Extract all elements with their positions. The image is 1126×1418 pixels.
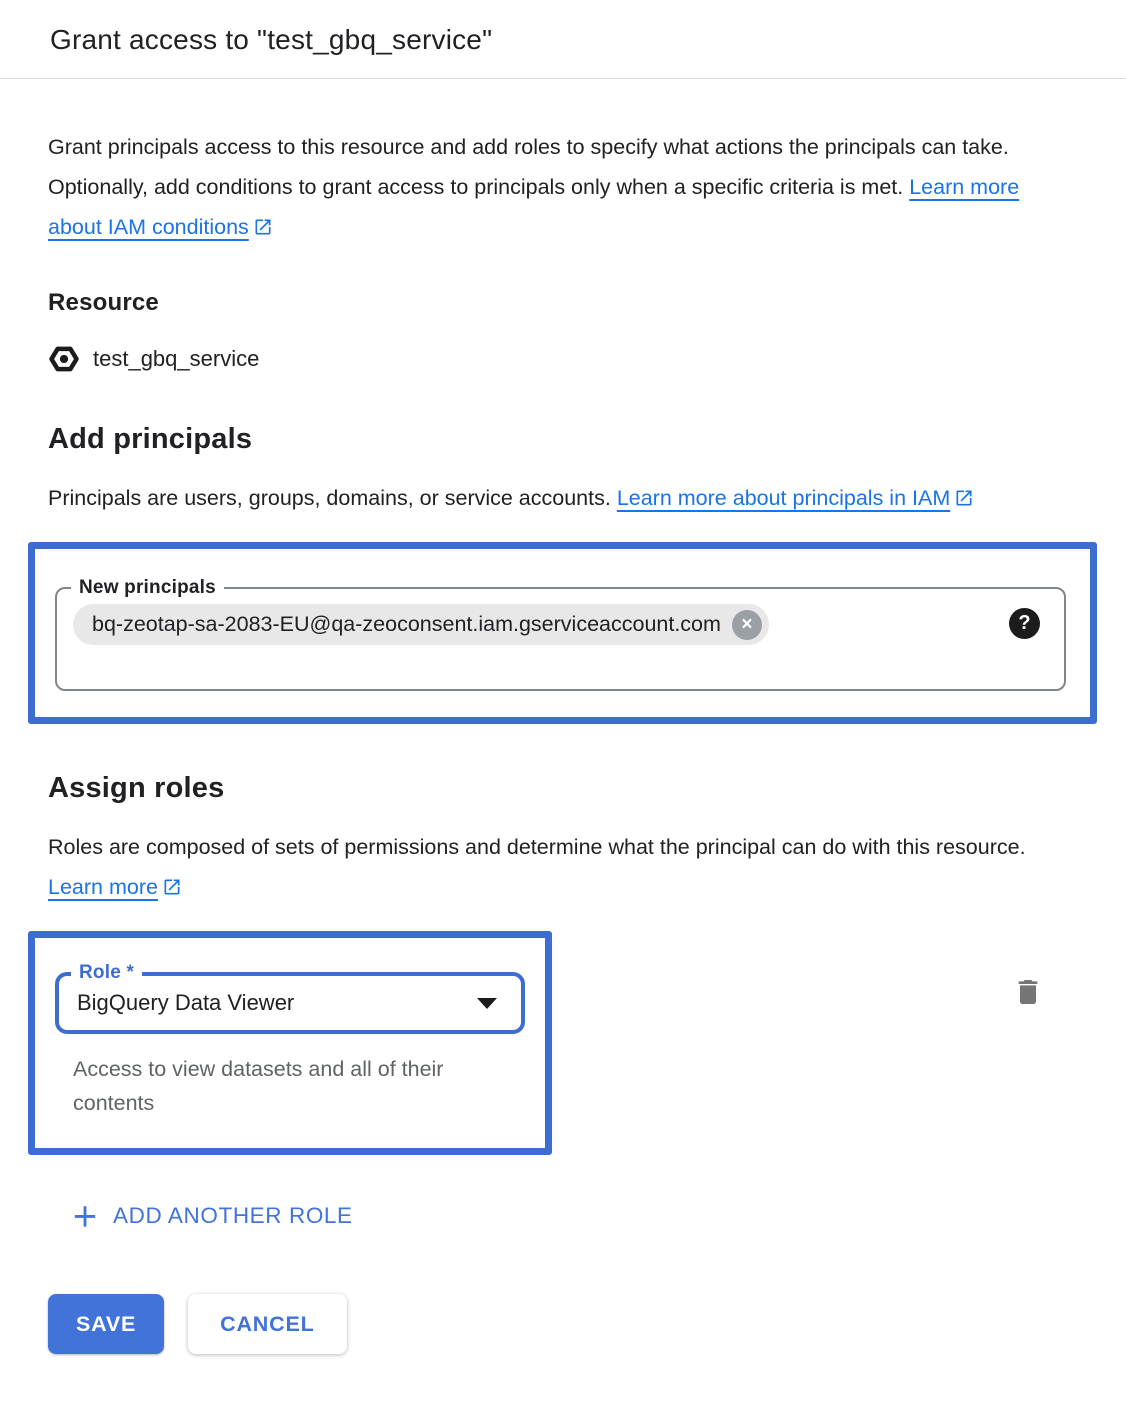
add-principals-heading: Add principals <box>48 423 253 455</box>
dialog-header <box>0 0 1126 79</box>
add-another-role-label: ADD ANOTHER ROLE <box>113 1203 353 1228</box>
page-title: Grant access to "test_gbq_service" <box>50 24 493 55</box>
roles-learn-more-link[interactable]: Learn more <box>48 875 158 899</box>
chevron-down-icon <box>477 998 497 1009</box>
add-another-role-button[interactable] <box>72 1203 353 1229</box>
role-dropdown[interactable] <box>55 962 525 1034</box>
role-highlight-box <box>28 931 552 1155</box>
iam-conditions-link[interactable]: Learn more about IAM conditions <box>48 175 1020 239</box>
assign-roles-heading: Assign roles <box>48 772 225 804</box>
open-in-new-icon <box>954 481 974 501</box>
resource-name: test_gbq_service <box>93 346 260 371</box>
role-help-text: Access to view datasets and all of their contents <box>73 1057 444 1115</box>
principal-chip <box>73 604 769 645</box>
dialog-actions <box>48 1294 1070 1354</box>
help-icon[interactable]: ? <box>1009 608 1040 639</box>
cancel-button[interactable]: CANCEL <box>188 1294 346 1354</box>
open-in-new-icon <box>162 870 182 890</box>
principals-highlight-box <box>28 542 1097 724</box>
new-principals-label: New principals <box>71 575 224 601</box>
role-row <box>48 931 1070 1155</box>
principals-description-text: Principals are users, groups, domains, or service accounts. <box>48 486 617 510</box>
resource-hexagon-icon <box>48 343 80 375</box>
intro-text: Grant principals access to this resource and add roles to specify what actions the principals can take. Optionally, add conditions to grant access to principals only when a specific criteria is met. <box>48 135 1009 199</box>
delete-role-icon[interactable] <box>1012 975 1044 1009</box>
intro-paragraph <box>48 127 1058 247</box>
chip-remove-icon[interactable]: × <box>732 610 762 640</box>
save-button[interactable]: SAVE <box>48 1294 164 1354</box>
principals-description <box>48 478 1058 518</box>
new-principals-field[interactable] <box>55 577 1066 691</box>
role-selected-value: BigQuery Data Viewer <box>77 990 295 1015</box>
open-in-new-icon <box>253 210 273 230</box>
roles-description <box>48 827 1058 907</box>
plus-icon <box>72 1203 98 1229</box>
roles-description-text: Roles are composed of sets of permissions and determine what the principal can do with this resource. <box>48 835 1026 859</box>
role-label: Role * <box>71 960 142 986</box>
dialog-body <box>0 127 1126 1354</box>
resource-row <box>48 343 1070 375</box>
principals-learn-more-link[interactable]: Learn more about principals in IAM <box>616 486 951 510</box>
principal-chip-value: bq-zeotap-sa-2083-EU@qa-zeoconsent.iam.gserviceaccount.com <box>92 612 721 636</box>
resource-heading: Resource <box>48 289 159 316</box>
